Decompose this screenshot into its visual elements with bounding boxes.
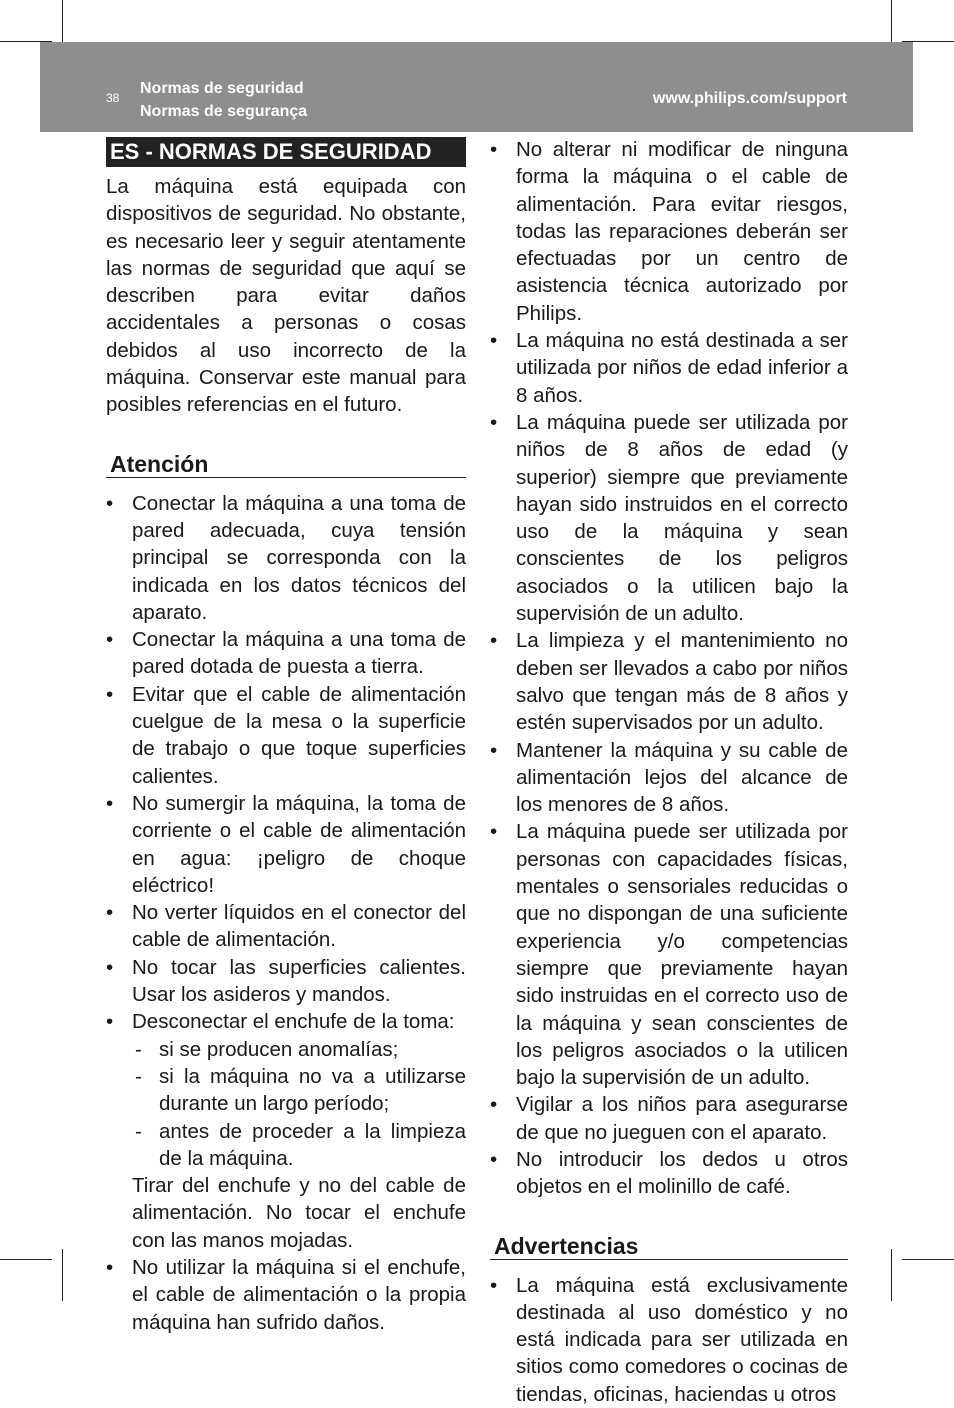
support-url: www.philips.com/support (652, 90, 847, 107)
atencion-list (106, 490, 466, 1336)
list-item: • No introducir los dedos u otros objetos en el molinillo de café. (490, 1146, 848, 1201)
list-item: • No utilizar la máquina si el enchufe, el cable de alimentación o la propia máquina han sufrido daños. (106, 1254, 466, 1336)
page-header (40, 42, 913, 132)
list-item: • La máquina no está destinada a ser utilizada por niños de edad inferior a 8 años. (490, 327, 848, 409)
list-item: • Conectar la máquina a una toma de pared dotada de puesta a tierra. (106, 626, 466, 681)
header-title-es: Normas de seguridad (140, 80, 304, 97)
right-list (490, 136, 848, 1201)
list-item: • La máquina puede ser utilizada por niños de 8 años de edad (y superior) siempre que previamente hayan sido instruidos en el correcto uso de la máquina y sean conscientes de los peligros asociados o la utilicen bajo la supervisión de un adulto. (490, 409, 848, 627)
unplug-note: Tirar del enchufe y no del cable de alimentación. No tocar el enchufe con las manos mojadas. (132, 1174, 466, 1252)
list-item: • No alterar ni modificar de ninguna forma la máquina o el cable de alimentación. Para evitar riesgos, todas las reparaciones deberán ser efectuadas por un centro de asistencia técnica autorizado por Philips. (490, 136, 848, 327)
sub-list-item: - si se producen anomalías; (132, 1036, 466, 1063)
crop-mark (891, 1249, 892, 1301)
section-title: ES - NORMAS DE SEGURIDAD (106, 137, 466, 167)
crop-mark (902, 1259, 954, 1260)
atencion-heading: Atención (106, 447, 466, 478)
sub-list-item: - si la máquina no va a utilizarse durante un largo período; (132, 1063, 466, 1118)
list-item: • Evitar que el cable de alimentación cuelgue de la mesa o la superficie de trabajo o que toque superficies calientes. (106, 681, 466, 790)
list-item: • Vigilar a los niños para asegurarse de que no jueguen con el aparato. (490, 1091, 848, 1146)
advertencias-heading: Advertencias (490, 1229, 848, 1260)
list-item: • La máquina puede ser utilizada por personas con capacidades físicas, mentales o sensoriales reducidas o que no dispongan de una suficiente experiencia y/o competencias siempre que previamente hayan sido instruidas en el correcto uso de la máquina y sean conscientes de los peligros asociados o la utilicen bajo la supervisión de un adulto. (490, 818, 848, 1091)
list-item: • No tocar las superficies calientes. Usar los asideros y mandos. (106, 954, 466, 1009)
list-item-unplug (106, 1008, 466, 1254)
list-item: • La máquina está exclusivamente destinada al uso doméstico y no está indicada para ser utilizada en sitios como comedores o cocinas de tiendas, oficinas, haciendas u otros (490, 1272, 848, 1408)
list-item: • Mantener la máquina y su cable de alimentación lejos del alcance de los menores de 8 años. (490, 737, 848, 819)
list-item: • No sumergir la máquina, la toma de corriente o el cable de alimentación en agua: ¡peligro de choque eléctrico! (106, 790, 466, 899)
right-column (490, 136, 848, 1408)
crop-mark (0, 1259, 52, 1260)
list-item: • Conectar la máquina a una toma de pared adecuada, cuya tensión principal se corresponda con la indicada en los datos técnicos del aparato. (106, 490, 466, 626)
list-item: • No verter líquidos en el conector del cable de alimentación. (106, 899, 466, 954)
left-column (106, 137, 466, 1336)
list-item: • La limpieza y el mantenimiento no deben ser llevados a cabo por niños salvo que tengan más de 8 años y estén supervisados por un adulto. (490, 627, 848, 736)
sub-list-item: - antes de proceder a la limpieza de la máquina. (132, 1118, 466, 1173)
list-item-text: Desconectar el enchufe de la toma: (132, 1010, 455, 1034)
page-number: 38 (106, 91, 120, 105)
header-title-pt: Normas de segurança (140, 103, 308, 120)
unplug-sublist (132, 1036, 466, 1172)
advertencias-list (490, 1272, 848, 1408)
crop-mark (62, 1249, 63, 1301)
intro-paragraph: La máquina está equipada con dispositivos de seguridad. No obstante, es necesario leer y seguir atentamente las normas de seguridad que aquí se describen para evitar daños accidentales a personas o cosas debidos al uso incorrecto de la máquina. Conservar este manual para posibles referencias en el futuro. (106, 175, 466, 417)
